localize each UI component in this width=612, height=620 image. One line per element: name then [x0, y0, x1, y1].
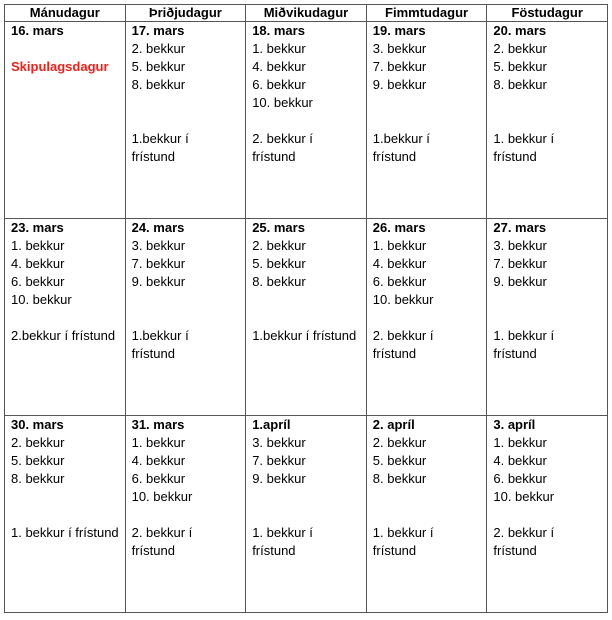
class-entry: 1. bekkur — [493, 435, 547, 450]
class-entry: 1. bekkur — [131, 435, 186, 450]
class-entry: 8. bekkur — [131, 77, 186, 92]
schedule-body — [5, 22, 608, 613]
class-entry: 6. bekkur — [131, 471, 186, 486]
class-entry: 3. bekkur — [493, 238, 547, 253]
cell-date: 30. mars — [11, 417, 64, 432]
day-cell — [246, 22, 367, 219]
after-school-entry: 1.bekkur í — [372, 131, 430, 146]
after-school-entry: frístund — [493, 149, 537, 164]
cell-date: 3. apríl — [493, 417, 536, 432]
class-entry: 2. bekkur — [252, 238, 306, 253]
day-header: Miðvikudagur — [246, 5, 367, 22]
day-cell — [487, 219, 608, 416]
cell-date: 17. mars — [131, 23, 185, 38]
class-entry: 10. bekkur — [131, 489, 193, 504]
day-cell — [125, 22, 246, 219]
after-school-entry: 1. bekkur í — [372, 525, 434, 540]
class-entry: 6. bekkur — [493, 471, 547, 486]
cell-date: 16. mars — [11, 23, 64, 38]
after-school-entry: 1. bekkur í frístund — [11, 525, 119, 540]
after-school-entry: frístund — [372, 346, 417, 361]
after-school-entry: 1. bekkur í — [252, 525, 313, 540]
class-entry: 4. bekkur — [372, 256, 427, 271]
class-entry: 8. bekkur — [11, 471, 65, 486]
class-entry: 7. bekkur — [372, 59, 427, 74]
day-header: Fimmtudagur — [366, 5, 487, 22]
day-cell — [5, 416, 126, 613]
cell-date: 18. mars — [252, 23, 305, 38]
after-school-entry: 1.bekkur í — [131, 131, 189, 146]
day-cell — [246, 416, 367, 613]
day-header: Mánudagur — [5, 5, 126, 22]
class-entry: 10. bekkur — [252, 95, 313, 110]
week-row — [5, 219, 608, 416]
class-entry: 6. bekkur — [372, 274, 427, 289]
after-school-entry: 2. bekkur í — [493, 525, 555, 540]
day-cell — [366, 22, 487, 219]
after-school-entry: frístund — [131, 346, 175, 361]
class-entry: 9. bekkur — [252, 471, 306, 486]
class-entry: 3. bekkur — [131, 238, 186, 253]
after-school-entry: 2. bekkur í — [252, 131, 313, 146]
class-entry: 5. bekkur — [372, 453, 427, 468]
class-entry: 2. bekkur — [131, 41, 186, 56]
header-row — [5, 5, 608, 22]
day-header: Þriðjudagur — [125, 5, 246, 22]
class-entry: 8. bekkur — [493, 77, 547, 92]
after-school-entry: 1.bekkur í frístund — [252, 328, 357, 343]
class-entry: 5. bekkur — [493, 59, 547, 74]
class-entry: 9. bekkur — [372, 77, 427, 92]
class-entry: 8. bekkur — [372, 471, 427, 486]
after-school-entry: frístund — [252, 543, 296, 558]
class-entry: 7. bekkur — [493, 256, 547, 271]
class-entry: 2. bekkur — [493, 41, 547, 56]
after-school-entry: frístund — [372, 149, 417, 164]
after-school-entry: frístund — [493, 346, 537, 361]
class-entry: 4. bekkur — [252, 59, 306, 74]
day-cell — [246, 219, 367, 416]
class-entry: 1. bekkur — [372, 238, 427, 253]
cell-date: 27. mars — [493, 220, 547, 235]
day-cell — [125, 219, 246, 416]
schedule-table — [4, 4, 608, 613]
day-header: Föstudagur — [487, 5, 608, 22]
cell-date: 2. apríl — [372, 417, 415, 432]
class-entry: 5. bekkur — [11, 453, 65, 468]
class-entry: 6. bekkur — [11, 274, 65, 289]
after-school-entry: 2. bekkur í — [372, 328, 434, 343]
class-entry: 7. bekkur — [252, 453, 306, 468]
cell-date: 24. mars — [131, 220, 185, 235]
class-entry: 2. bekkur — [372, 435, 427, 450]
day-cell — [366, 416, 487, 613]
after-school-entry: 1. bekkur í — [493, 131, 555, 146]
after-school-entry: frístund — [252, 149, 296, 164]
class-entry: 10. bekkur — [493, 489, 555, 504]
class-entry: 5. bekkur — [131, 59, 186, 74]
after-school-entry: 1. bekkur í — [493, 328, 555, 343]
day-cell — [5, 219, 126, 416]
cell-date: 20. mars — [493, 23, 547, 38]
class-entry: 10. bekkur — [11, 292, 72, 307]
day-cell — [5, 22, 126, 219]
class-entry: 3. bekkur — [252, 435, 306, 450]
class-entry: 5. bekkur — [252, 256, 306, 271]
class-entry: 2. bekkur — [11, 435, 65, 450]
cell-date: 26. mars — [372, 220, 426, 235]
class-entry: 4. bekkur — [11, 256, 65, 271]
cell-date: 19. mars — [372, 23, 426, 38]
day-cell — [487, 22, 608, 219]
after-school-entry: frístund — [131, 149, 175, 164]
day-cell — [366, 219, 487, 416]
cell-date: 31. mars — [131, 417, 185, 432]
after-school-entry: frístund — [493, 543, 537, 558]
planning-day-note: Skipulagsdagur — [11, 59, 109, 74]
cell-date: 25. mars — [252, 220, 305, 235]
after-school-entry: frístund — [372, 543, 417, 558]
after-school-entry: frístund — [131, 543, 175, 558]
class-entry: 1. bekkur — [252, 41, 306, 56]
class-entry: 4. bekkur — [131, 453, 186, 468]
week-row — [5, 416, 608, 613]
class-entry: 8. bekkur — [252, 274, 306, 289]
week-row — [5, 22, 608, 219]
class-entry: 4. bekkur — [493, 453, 547, 468]
class-entry: 9. bekkur — [131, 274, 186, 289]
class-entry: 6. bekkur — [252, 77, 306, 92]
after-school-entry: 2.bekkur í frístund — [11, 328, 116, 343]
cell-date: 23. mars — [11, 220, 64, 235]
cell-date: 1.apríl — [252, 417, 291, 432]
class-entry: 7. bekkur — [131, 256, 186, 271]
class-entry: 9. bekkur — [493, 274, 547, 289]
day-cell — [125, 416, 246, 613]
class-entry: 10. bekkur — [372, 292, 434, 307]
after-school-entry: 1.bekkur í — [131, 328, 189, 343]
after-school-entry: 2. bekkur í — [131, 525, 193, 540]
class-entry: 1. bekkur — [11, 238, 65, 253]
day-cell — [487, 416, 608, 613]
class-entry: 3. bekkur — [372, 41, 427, 56]
